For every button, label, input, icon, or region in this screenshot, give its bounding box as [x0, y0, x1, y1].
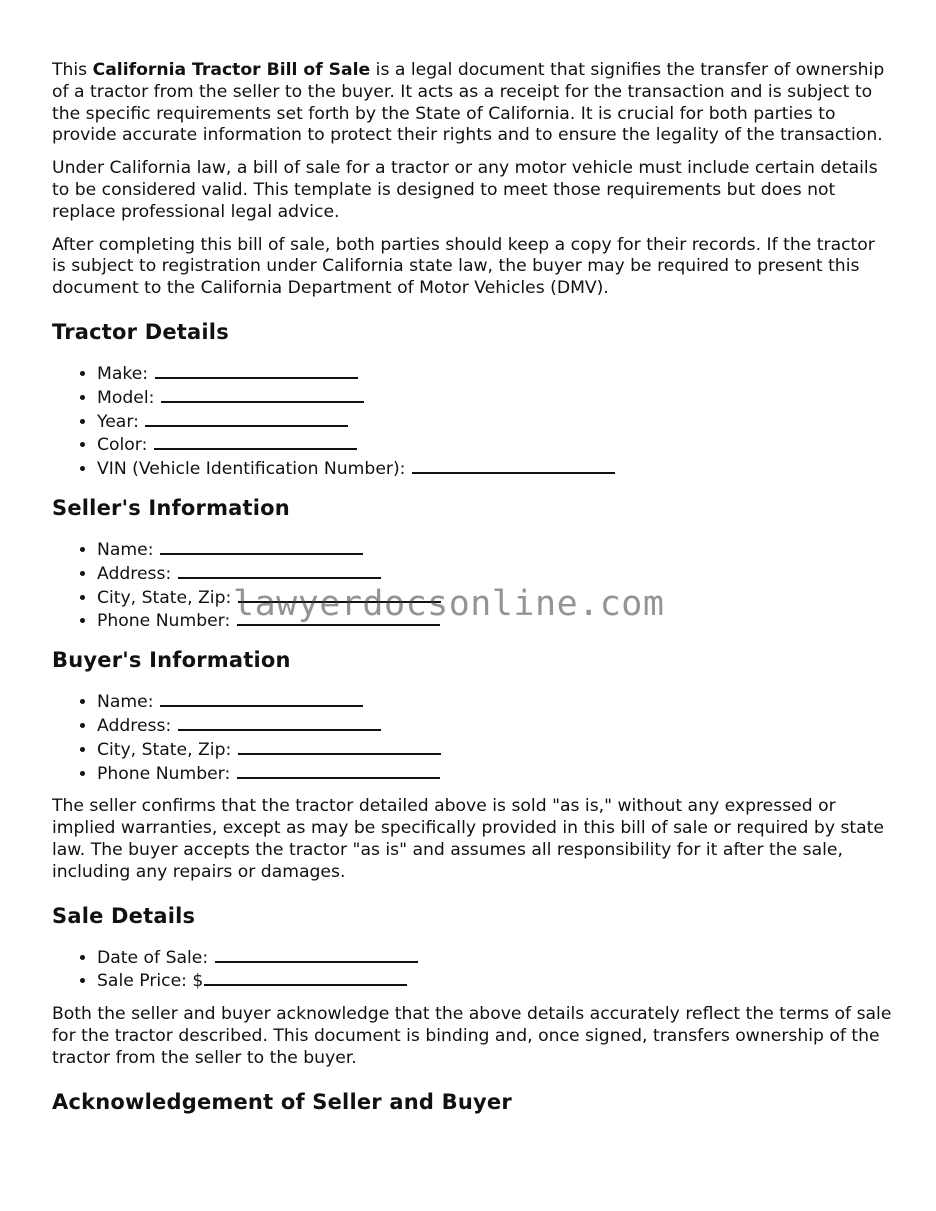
intro-paragraph-2: Under California law, a bill of sale for a tractor or any motor vehicle must include certain details to be considered valid. This template is designed to meet those requirements but does not replace professional legal advice.: [52, 158, 878, 222]
seller-name-blank[interactable]: [160, 538, 363, 555]
intro-text: is a legal document that signifies the transfer of ownership of a tractor from the seller to the buyer. It acts as a receipt for the transaction and is subject to the specific requirements set forth by the State of California. It is crucial for both parties to provide accurate information to protect their rights and to ensure the legality of the transaction.: [52, 60, 885, 146]
field-vin: • VIN (Vehicle Identification Number):: [97, 457, 892, 481]
field-color: • Color:: [97, 433, 892, 457]
sale-date-blank[interactable]: [215, 946, 418, 963]
field-year: • Year:: [97, 410, 892, 434]
field-make: • Make:: [97, 362, 892, 386]
acknowledgement-heading: Acknowledgement of Seller and Buyer: [52, 1089, 512, 1114]
buyer-information-list: [52, 690, 892, 785]
seller-address-blank[interactable]: [178, 562, 381, 579]
seller-phone-blank[interactable]: [237, 609, 440, 626]
tractor-details-heading: Tractor Details: [52, 319, 229, 344]
model-blank[interactable]: [161, 386, 364, 403]
field-model: • Model:: [97, 386, 892, 410]
seller-city-blank[interactable]: [238, 586, 441, 603]
intro-text: This: [52, 60, 93, 80]
sale-price: • Sale Price: $: [97, 969, 892, 993]
buyer-name-blank[interactable]: [160, 690, 363, 707]
sale-date: • Date of Sale:: [97, 946, 892, 970]
seller-information-heading: Seller's Information: [52, 495, 290, 520]
buyer-city-state-zip: • City, State, Zip:: [97, 738, 892, 762]
year-blank[interactable]: [145, 410, 348, 427]
intro-paragraph-3: After completing this bill of sale, both parties should keep a copy for their records. If the tractor is subject to registration under California state law, the buyer may be required to present this document to the California Department of Motor Vehicles (DMV).: [52, 234, 875, 299]
buyer-phone: • Phone Number:: [97, 762, 892, 786]
sale-price-blank[interactable]: [204, 969, 407, 986]
color-blank[interactable]: [154, 433, 357, 450]
buyer-address-blank[interactable]: [178, 714, 381, 731]
document-body: [52, 60, 892, 1115]
acknowledge-paragraph: Both the seller and buyer acknowledge that the above details accurately reflect the terms of sale for the tractor described. This document is binding and, once signed, transfers ownership of the tractor from the seller to the buyer.: [52, 1004, 892, 1068]
seller-name: • Name:: [97, 538, 892, 562]
sale-details-heading: Sale Details: [52, 903, 196, 928]
watermark: lawyerdocsonline.com: [233, 584, 665, 624]
buyer-information-heading: Buyer's Information: [52, 648, 291, 673]
document-title-inline: California Tractor Bill of Sale: [92, 60, 371, 80]
tractor-details-list: [52, 362, 892, 481]
intro-paragraph-1: [52, 60, 892, 147]
make-blank[interactable]: [155, 362, 358, 379]
seller-city-state-zip: • City, State, Zip:: [97, 586, 892, 610]
seller-information-list: [52, 538, 892, 633]
vin-blank[interactable]: [412, 457, 615, 474]
buyer-phone-blank[interactable]: [237, 762, 440, 779]
seller-phone: • Phone Number:: [97, 609, 892, 633]
seller-address: • Address:: [97, 562, 892, 586]
buyer-name: • Name:: [97, 690, 892, 714]
buyer-city-blank[interactable]: [238, 738, 441, 755]
buyer-address: • Address:: [97, 714, 892, 738]
as-is-paragraph: The seller confirms that the tractor detailed above is sold "as is," without any expressed or implied warranties, except as may be specifically provided in this bill of sale or required by state law. The buyer accepts the tractor "as is" and assumes all responsibility for it after the sale, including any repairs or damages.: [52, 796, 884, 882]
sale-details-list: [52, 946, 892, 994]
